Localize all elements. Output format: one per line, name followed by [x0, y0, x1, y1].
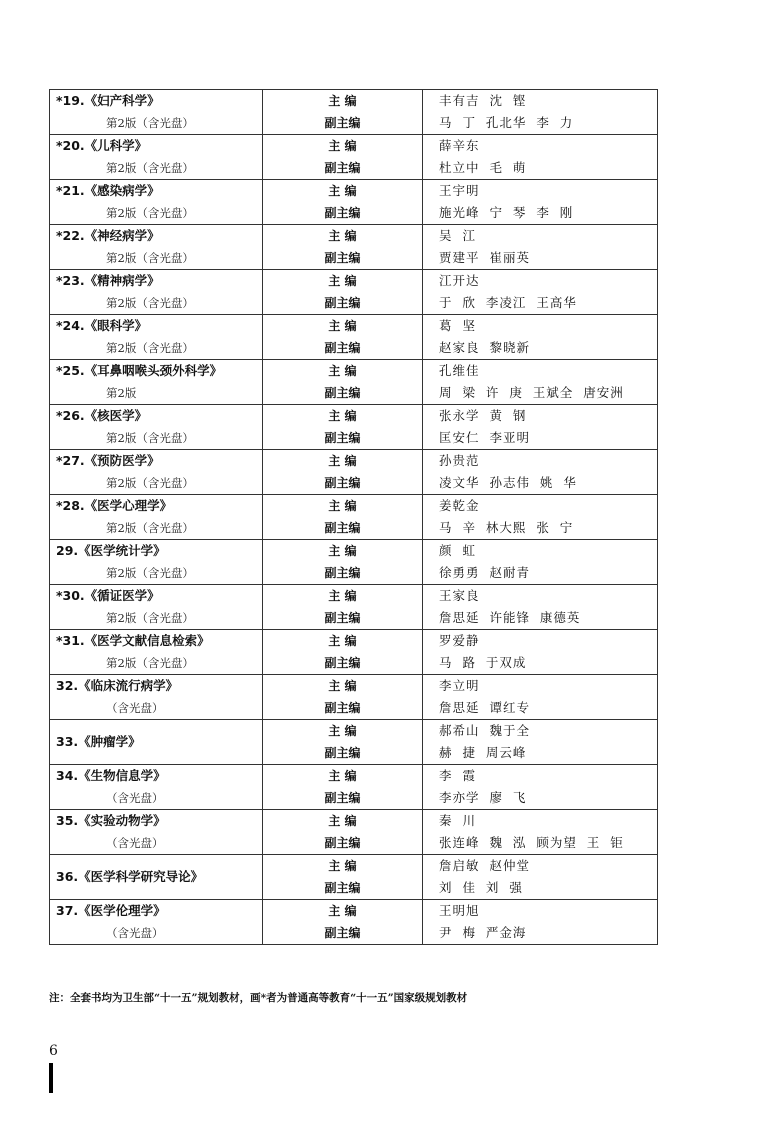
deputy-editor-names: 于 欣 李凌江 王高华 — [439, 295, 577, 310]
book-title-cell — [50, 180, 263, 225]
editor-names-cell — [423, 900, 658, 945]
book-title-cell — [50, 765, 263, 810]
book-title-cell — [50, 270, 263, 315]
book-edition: 第2版（含光盘） — [106, 251, 194, 265]
chief-editor-names: 詹启敏 赵仲堂 — [439, 858, 530, 873]
role-deputy-editor: 副主编 — [324, 611, 361, 625]
footnote: 注：全套书均为卫生部“十一五”规划教材，画*者为普通高等教育“十一五”国家级规划教材 — [49, 992, 468, 1004]
table-row — [50, 585, 658, 630]
role-cell — [263, 225, 423, 270]
role-cell — [263, 270, 423, 315]
book-title: *26.《核医学》 — [56, 408, 148, 423]
book-edition: （含光盘） — [106, 701, 164, 715]
editor-names-cell — [423, 855, 658, 900]
table-row — [50, 675, 658, 720]
deputy-editor-names: 张连峰 魏 泓 顾为望 王 钜 — [439, 835, 624, 850]
deputy-editor-names: 詹思延 谭红专 — [439, 700, 530, 715]
book-edition: （含光盘） — [106, 791, 164, 805]
role-deputy-editor: 副主编 — [324, 521, 361, 535]
role-chief-editor: 主 编 — [328, 454, 357, 468]
role-cell — [263, 90, 423, 135]
book-title-cell — [50, 720, 263, 765]
book-title-cell — [50, 900, 263, 945]
book-edition: 第2版（含光盘） — [106, 161, 194, 175]
book-title-cell — [50, 315, 263, 360]
table-row — [50, 900, 658, 945]
role-deputy-editor: 副主编 — [324, 926, 361, 940]
book-edition: 第2版（含光盘） — [106, 431, 194, 445]
role-deputy-editor: 副主编 — [324, 476, 361, 490]
table-row — [50, 135, 658, 180]
editor-names-cell — [423, 360, 658, 405]
book-edition: 第2版 — [106, 386, 137, 400]
chief-editor-names: 张永学 黄 钢 — [439, 408, 527, 423]
role-chief-editor: 主 编 — [328, 634, 357, 648]
chief-editor-names: 薛辛东 — [439, 138, 480, 153]
table-row — [50, 450, 658, 495]
role-cell — [263, 180, 423, 225]
book-edition: 第2版（含光盘） — [106, 566, 194, 580]
table-row — [50, 315, 658, 360]
book-title: *27.《预防医学》 — [56, 453, 160, 468]
editor-names-cell — [423, 540, 658, 585]
role-deputy-editor: 副主编 — [324, 656, 361, 670]
book-title: *23.《精神病学》 — [56, 273, 160, 288]
role-chief-editor: 主 编 — [328, 499, 357, 513]
chief-editor-names: 葛 坚 — [439, 318, 476, 333]
role-deputy-editor: 副主编 — [324, 251, 361, 265]
editor-names-cell — [423, 675, 658, 720]
book-rows — [50, 90, 658, 945]
role-cell — [263, 405, 423, 450]
role-chief-editor: 主 编 — [328, 589, 357, 603]
chief-editor-names: 孔维佳 — [439, 363, 480, 378]
book-title-cell — [50, 225, 263, 270]
book-edition: （含光盘） — [106, 926, 164, 940]
role-chief-editor: 主 编 — [328, 724, 357, 738]
book-title: *22.《神经病学》 — [56, 228, 160, 243]
chief-editor-names: 颜 虹 — [439, 543, 476, 558]
book-title: *31.《医学文献信息检索》 — [56, 633, 210, 648]
role-deputy-editor: 副主编 — [324, 341, 361, 355]
chief-editor-names: 姜乾金 — [439, 498, 480, 513]
book-title: 34.《生物信息学》 — [56, 768, 166, 783]
role-chief-editor: 主 编 — [328, 814, 357, 828]
role-deputy-editor: 副主编 — [324, 116, 361, 130]
deputy-editor-names: 刘 佳 刘 强 — [439, 880, 523, 895]
book-list-table — [49, 89, 658, 945]
role-cell — [263, 450, 423, 495]
role-cell — [263, 855, 423, 900]
deputy-editor-names: 贾建平 崔丽英 — [439, 250, 530, 265]
role-cell — [263, 810, 423, 855]
deputy-editor-names: 匡安仁 李亚明 — [439, 430, 530, 445]
table-row — [50, 360, 658, 405]
editor-names-cell — [423, 810, 658, 855]
book-title: 37.《医学伦理学》 — [56, 903, 166, 918]
table-row — [50, 270, 658, 315]
page-number: 6 — [49, 1043, 58, 1059]
book-title: *30.《循证医学》 — [56, 588, 160, 603]
role-cell — [263, 495, 423, 540]
deputy-editor-names: 周 梁 许 庚 王斌全 唐安洲 — [439, 385, 624, 400]
role-cell — [263, 315, 423, 360]
table-row — [50, 765, 658, 810]
book-title-cell — [50, 675, 263, 720]
role-deputy-editor: 副主编 — [324, 701, 361, 715]
deputy-editor-names: 马 路 于双成 — [439, 655, 527, 670]
chief-editor-names: 郝希山 魏于全 — [439, 723, 530, 738]
editor-names-cell — [423, 270, 658, 315]
book-title: *28.《医学心理学》 — [56, 498, 173, 513]
editor-names-cell — [423, 90, 658, 135]
book-title-cell — [50, 810, 263, 855]
role-deputy-editor: 副主编 — [324, 881, 361, 895]
editor-names-cell — [423, 765, 658, 810]
deputy-editor-names: 杜立中 毛 萌 — [439, 160, 527, 175]
table-row — [50, 180, 658, 225]
role-deputy-editor: 副主编 — [324, 431, 361, 445]
book-edition: 第2版（含光盘） — [106, 206, 194, 220]
chief-editor-names: 李立明 — [439, 678, 480, 693]
book-edition: 第2版（含光盘） — [106, 656, 194, 670]
table-row — [50, 495, 658, 540]
book-title-cell — [50, 585, 263, 630]
table-row — [50, 90, 658, 135]
role-chief-editor: 主 编 — [328, 544, 357, 558]
role-cell — [263, 765, 423, 810]
editor-names-cell — [423, 225, 658, 270]
role-cell — [263, 630, 423, 675]
editor-names-cell — [423, 315, 658, 360]
chief-editor-names: 王明旭 — [439, 903, 480, 918]
role-cell — [263, 900, 423, 945]
deputy-editor-names: 马 丁 孔北华 李 力 — [439, 115, 574, 130]
book-edition: 第2版（含光盘） — [106, 296, 194, 310]
book-title: *24.《眼科学》 — [56, 318, 148, 333]
deputy-editor-names: 尹 梅 严金海 — [439, 925, 527, 940]
chief-editor-names: 王家良 — [439, 588, 480, 603]
chief-editor-names: 王宇明 — [439, 183, 480, 198]
deputy-editor-names: 凌文华 孙志伟 姚 华 — [439, 475, 577, 490]
editor-names-cell — [423, 585, 658, 630]
role-deputy-editor: 副主编 — [324, 296, 361, 310]
table-row — [50, 540, 658, 585]
book-title-cell — [50, 450, 263, 495]
book-title-cell — [50, 135, 263, 180]
role-chief-editor: 主 编 — [328, 409, 357, 423]
book-title-cell — [50, 630, 263, 675]
deputy-editor-names: 马 辛 林大熙 张 宁 — [439, 520, 574, 535]
role-chief-editor: 主 编 — [328, 904, 357, 918]
book-title: 33.《肿瘤学》 — [56, 734, 141, 749]
role-deputy-editor: 副主编 — [324, 386, 361, 400]
editor-names-cell — [423, 135, 658, 180]
book-title-cell — [50, 90, 263, 135]
role-cell — [263, 135, 423, 180]
book-title-cell — [50, 360, 263, 405]
role-chief-editor: 主 编 — [328, 679, 357, 693]
book-title: *21.《感染病学》 — [56, 183, 160, 198]
deputy-editor-names: 詹思延 许能锋 康德英 — [439, 610, 581, 625]
book-edition: 第2版（含光盘） — [106, 521, 194, 535]
chief-editor-names: 丰有吉 沈 铿 — [439, 93, 527, 108]
role-chief-editor: 主 编 — [328, 319, 357, 333]
chief-editor-names: 吴 江 — [439, 228, 476, 243]
role-chief-editor: 主 编 — [328, 184, 357, 198]
deputy-editor-names: 施光峰 宁 琴 李 刚 — [439, 205, 574, 220]
editor-names-cell — [423, 495, 658, 540]
book-edition: 第2版（含光盘） — [106, 611, 194, 625]
role-deputy-editor: 副主编 — [324, 161, 361, 175]
table-row — [50, 405, 658, 450]
book-title-cell — [50, 540, 263, 585]
deputy-editor-names: 赵家良 黎晓新 — [439, 340, 530, 355]
role-chief-editor: 主 编 — [328, 364, 357, 378]
book-title: *25.《耳鼻咽喉头颈外科学》 — [56, 363, 223, 378]
book-title: *19.《妇产科学》 — [56, 93, 160, 108]
editor-names-cell — [423, 630, 658, 675]
role-deputy-editor: 副主编 — [324, 566, 361, 580]
book-edition: （含光盘） — [106, 836, 164, 850]
chief-editor-names: 罗爱静 — [439, 633, 480, 648]
role-cell — [263, 720, 423, 765]
role-chief-editor: 主 编 — [328, 274, 357, 288]
chief-editor-names: 江开达 — [439, 273, 480, 288]
editor-names-cell — [423, 450, 658, 495]
role-chief-editor: 主 编 — [328, 139, 357, 153]
book-edition: 第2版（含光盘） — [106, 476, 194, 490]
role-chief-editor: 主 编 — [328, 769, 357, 783]
role-cell — [263, 540, 423, 585]
book-title-cell — [50, 405, 263, 450]
book-title: 32.《临床流行病学》 — [56, 678, 179, 693]
table-row — [50, 225, 658, 270]
deputy-editor-names: 徐勇勇 赵耐青 — [439, 565, 530, 580]
book-edition: 第2版（含光盘） — [106, 341, 194, 355]
deputy-editor-names: 赫 捷 周云峰 — [439, 745, 527, 760]
table-row — [50, 810, 658, 855]
table-row — [50, 720, 658, 765]
role-cell — [263, 360, 423, 405]
book-title: 29.《医学统计学》 — [56, 543, 166, 558]
book-title: *20.《儿科学》 — [56, 138, 148, 153]
editor-names-cell — [423, 720, 658, 765]
book-title-cell — [50, 495, 263, 540]
book-edition: 第2版（含光盘） — [106, 116, 194, 130]
role-cell — [263, 585, 423, 630]
book-title: 35.《实验动物学》 — [56, 813, 166, 828]
role-deputy-editor: 副主编 — [324, 836, 361, 850]
table-row — [50, 855, 658, 900]
chief-editor-names: 秦 川 — [439, 813, 476, 828]
book-title-cell — [50, 855, 263, 900]
role-cell — [263, 675, 423, 720]
role-deputy-editor: 副主编 — [324, 791, 361, 805]
role-chief-editor: 主 编 — [328, 229, 357, 243]
role-chief-editor: 主 编 — [328, 859, 357, 873]
book-title: 36.《医学科学研究导论》 — [56, 869, 204, 884]
role-deputy-editor: 副主编 — [324, 206, 361, 220]
role-deputy-editor: 副主编 — [324, 746, 361, 760]
editor-names-cell — [423, 180, 658, 225]
deputy-editor-names: 李亦学 廖 飞 — [439, 790, 527, 805]
chief-editor-names: 孙贵范 — [439, 453, 480, 468]
role-chief-editor: 主 编 — [328, 94, 357, 108]
editor-names-cell — [423, 405, 658, 450]
table-row — [50, 630, 658, 675]
page-edge-bar — [49, 1063, 53, 1093]
chief-editor-names: 李 霞 — [439, 768, 476, 783]
